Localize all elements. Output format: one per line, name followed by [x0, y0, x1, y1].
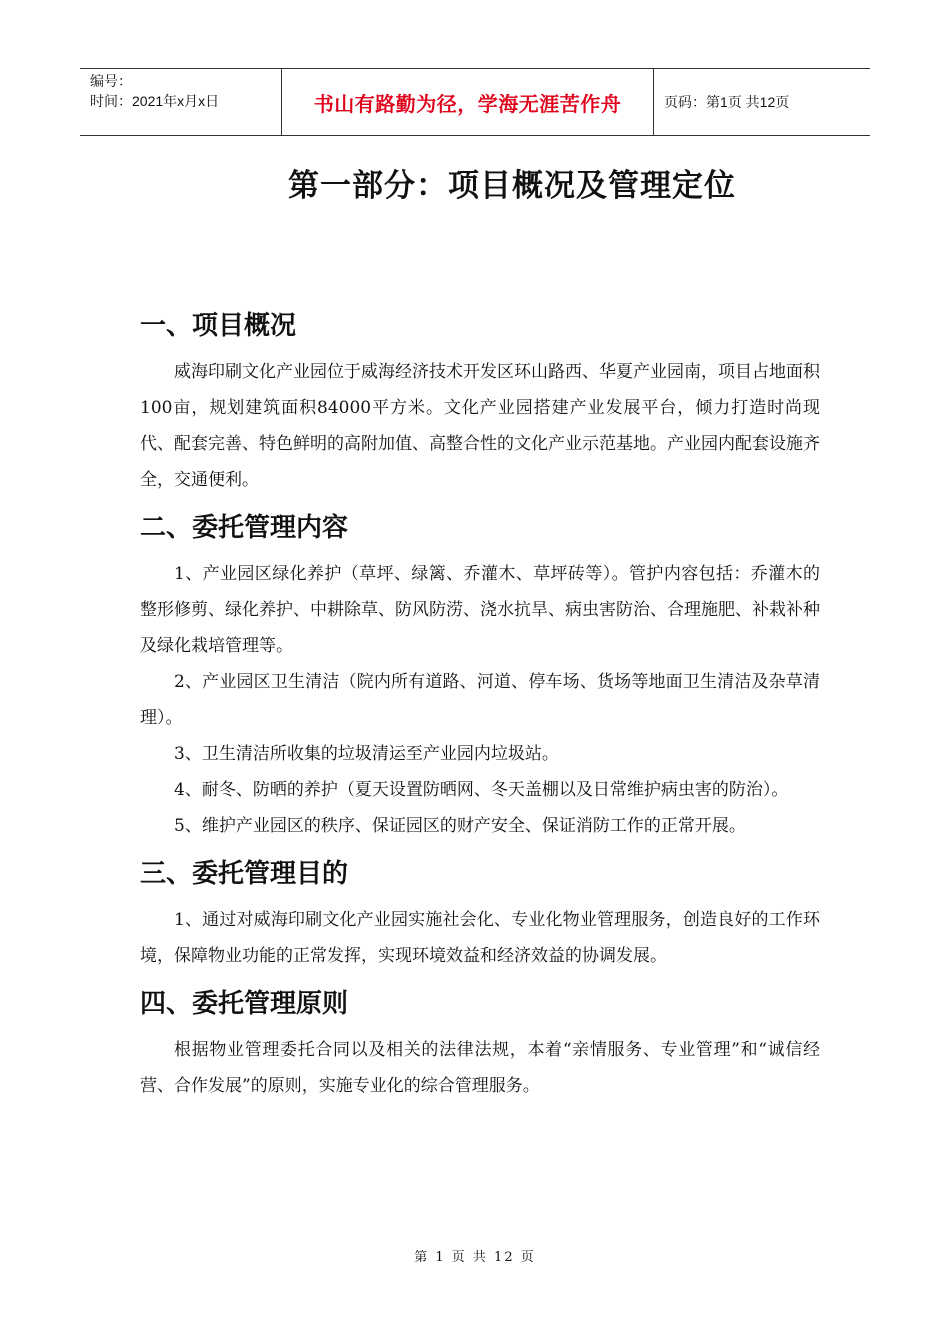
section-paragraph: 5、维护产业园区的秩序、保证园区的财产安全、保证消防工作的正常开展。 — [174, 816, 746, 836]
time-label: 时间：2021年x月x日 — [90, 93, 220, 109]
page-title-text: 第一部分：项目概况及管理定位 — [288, 168, 736, 204]
header-page-code: 页码：第1页 共12页 — [664, 94, 790, 110]
section-paragraph: 威海印刷文化产业园位于威海经济技术开发区环山路西、华夏产业园南，项目占地面积100亩，规划建筑面积84000平方米。文化产业园搭建产业发展平台，倾力打造时尚现代、配套完善、特色鲜明的高附加值、高整合性的文化产业示范基地。产业园内配套设施齐全，交通便利。 — [140, 362, 820, 490]
section-paragraph: 1、产业园区绿化养护（草坪、绿篱、乔灌木、草坪砖等）。管护内容包括：乔灌木的整形修剪、绿化养护、中耕除草、防风防涝、浇水抗旱、病虫害防治、合理施肥、补栽补种及绿化栽培管理等。 — [140, 564, 820, 656]
document-body — [140, 300, 820, 1104]
number-label: 编号： — [90, 73, 132, 89]
section-heading: 三、委托管理目的 — [140, 859, 349, 889]
header-meta — [80, 69, 282, 135]
section-paragraph: 根据物业管理委托合同以及相关的法律法规，本着“亲情服务、专业管理”和“诚信经营、合作发展”的原则，实施专业化的综合管理服务。 — [140, 1040, 820, 1096]
section-paragraph: 3、卫生清洁所收集的垃圾清运至产业园内垃圾站。 — [174, 744, 559, 764]
header-motto: 书山有路勤为径，学海无涯苦作舟 — [282, 69, 654, 135]
section-paragraph: 2、产业园区卫生清洁（院内所有道路、河道、停车场、货场等地面卫生清洁及杂草清理）。 — [140, 672, 820, 728]
section-heading: 二、委托管理内容 — [140, 513, 349, 543]
section-paragraph: 4、耐冬、防晒的养护（夏天设置防晒网、冬天盖棚以及日常维护病虫害的防治）。 — [174, 780, 789, 800]
header-table — [80, 68, 870, 136]
page-title — [0, 160, 950, 205]
section-heading: 一、项目概况 — [140, 311, 297, 341]
section-heading: 四、委托管理原则 — [140, 989, 349, 1019]
page-footer: 第 1 页 共 12 页 — [414, 1250, 536, 1265]
section-paragraph: 1、通过对威海印刷文化产业园实施社会化、专业化物业管理服务，创造良好的工作环境，保障物业功能的正常发挥，实现环境效益和经济效益的协调发展。 — [140, 910, 820, 966]
